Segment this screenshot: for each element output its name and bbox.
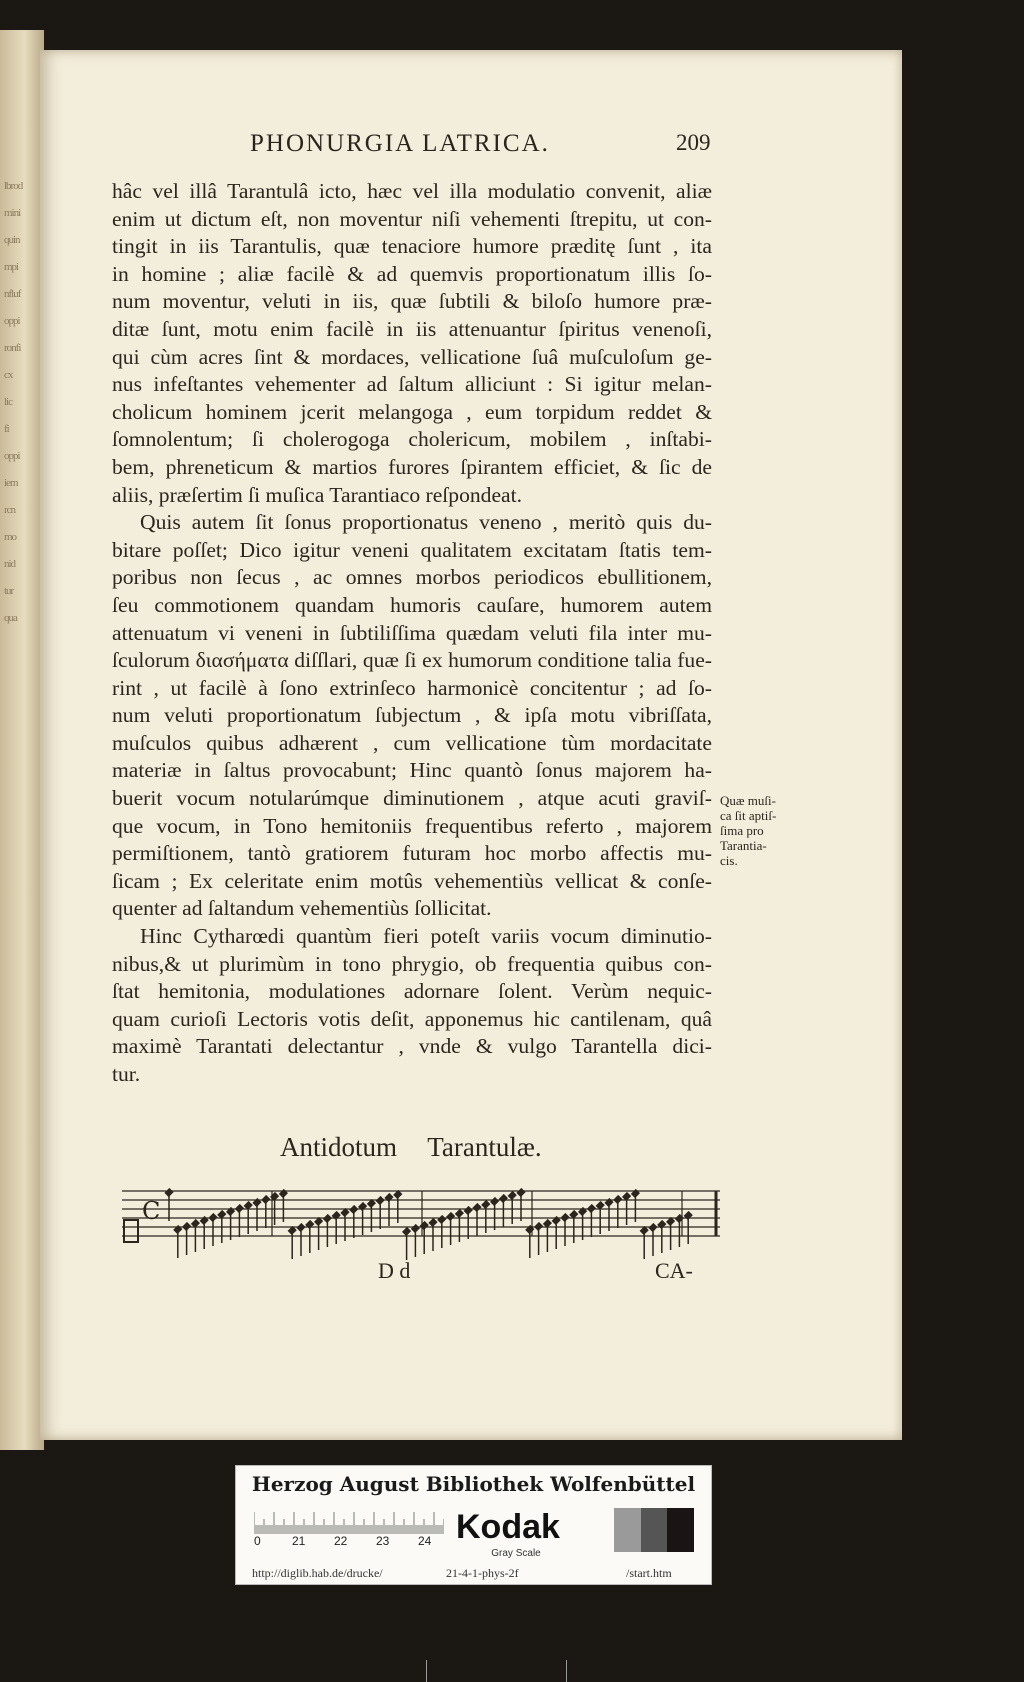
note-head: [376, 1196, 385, 1205]
marginal-line: Tarantia-: [720, 838, 767, 853]
text-line: ſeu commotionem quandam humoris cauſare, humorem autem: [112, 592, 712, 617]
note-head: [464, 1206, 473, 1215]
text-line: aliis, præſertim ſi muſica Tarantiaco reſpondeat.: [112, 482, 523, 507]
text-line: quam curioſi Lectoris votis deſit, apponemus hic cantilenam, quâ: [112, 1006, 712, 1031]
text-line: Hinc Cytharœdi quantùm fieri poteſt variis vocum diminutio-: [140, 924, 712, 949]
text-line: ſomnolentum; ſi cholerogoga cholericum, mobilem , inſtabi-: [112, 427, 712, 452]
text-line: quenter ad ſaltandum vehementiùs ſollicitat.: [112, 896, 492, 921]
note-head: [173, 1225, 182, 1234]
text-line: poribus non ſecus , ac omnes morbos periodicos ebullitionem,: [112, 565, 712, 590]
note-head: [525, 1225, 534, 1234]
text-line: permiſtionem, tantò gratiorem futuram hoc morbo affectis mu-: [112, 841, 712, 866]
facing-page-fragment: iem: [4, 477, 18, 489]
music-title: Antidotum Tarantulæ.: [280, 1132, 542, 1162]
note-head: [226, 1207, 235, 1216]
note-head: [657, 1220, 666, 1229]
ruler-scale: [254, 1510, 444, 1534]
ruler-number: 21: [292, 1534, 306, 1548]
url-divider: [566, 1660, 567, 1682]
text-line: ſculorum διασήματα diſſlari, quæ ſi ex humorum conditione talia fue-: [112, 648, 712, 673]
note-head: [252, 1198, 261, 1207]
note-head: [279, 1189, 288, 1198]
note-head: [332, 1211, 341, 1220]
ruler-number: 24: [418, 1534, 432, 1548]
note-head: [358, 1202, 367, 1211]
note-head: [446, 1212, 455, 1221]
ruler-number: 22: [334, 1534, 348, 1548]
facing-page-fragment: tur: [4, 585, 14, 597]
gray-patch: [641, 1508, 668, 1552]
text-line: que vocum, in Tono hemitoniis frequentibus referto , majorem: [112, 813, 712, 838]
text-line: ſtat hemitonia, modulationes adornare ſolent. Verùm nequic-: [112, 979, 712, 1004]
facing-page-fragment: nid: [4, 558, 16, 570]
note-head: [604, 1198, 613, 1207]
text-line: materiæ in ſaltus provocabunt; Hinc quantò ſonus majorem ha-: [112, 758, 712, 783]
running-head: PHONURGIA LATRICA.: [250, 130, 550, 157]
text-line: attenuatum vi veneni in ſubtiliſſima quædam veluti fila inter mu-: [112, 620, 712, 645]
ruler-number: 0: [254, 1534, 261, 1548]
text-line: cholicum hominem jcerit melangoga , eum torpidum reddet &: [112, 399, 712, 424]
note-head: [675, 1214, 684, 1223]
note-head: [296, 1223, 305, 1232]
facing-page-fragment: oppi: [4, 450, 20, 462]
note-head: [164, 1188, 173, 1197]
note-head: [631, 1189, 640, 1198]
note-head: [560, 1213, 569, 1222]
facing-page-fragment: oppi: [4, 315, 20, 327]
text-line: rint , ut facilè à ſono extrinſeco harmonicè concitentur ; ad ſo-: [112, 675, 712, 700]
note-head: [182, 1222, 191, 1231]
kodak-logo: Kodak: [456, 1508, 560, 1546]
note-head: [411, 1224, 420, 1233]
ruler-number: 23: [376, 1534, 390, 1548]
facing-page-fragment: cx: [4, 369, 13, 381]
note-head: [534, 1222, 543, 1231]
note-head: [472, 1203, 481, 1212]
facing-page-fragment: qua: [4, 612, 17, 624]
shelfmark: 21-4-1-phys-2f: [446, 1566, 519, 1580]
facing-page-fragment: rcn: [4, 504, 16, 516]
music-notation-figure: [122, 1175, 722, 1275]
text-line: maximè Tarantati delectantur , vnde & vulgo Tarantella dici-: [112, 1034, 712, 1059]
text-line: hâc vel illâ Tarantulâ icto, hæc vel illa modulatio convenit, aliæ: [112, 179, 712, 203]
facing-page-fragment: mo: [4, 531, 17, 543]
facing-page-fragment: mpi: [4, 261, 19, 273]
note-head: [516, 1188, 525, 1197]
note-head: [552, 1216, 561, 1225]
text-line: qui cùm acres ſint & mordaces, vellicatione ſuâ muſculoſum ge-: [112, 344, 712, 369]
note-head: [499, 1194, 508, 1203]
note-head: [490, 1197, 499, 1206]
note-head: [305, 1220, 314, 1229]
note-head: [402, 1227, 411, 1236]
note-head: [648, 1223, 657, 1232]
library-scan-label: [235, 1465, 712, 1585]
page-number: 209: [676, 130, 711, 155]
note-head: [613, 1195, 622, 1204]
text-line: in homine ; aliæ facilè & ad quemvis proportionatum illis ſo-: [112, 261, 712, 286]
facing-page-fragment: nfluf: [4, 288, 21, 300]
gray-scale-label: Gray Scale: [491, 1548, 541, 1559]
text-line: buerit vocum notularúmque diminutionem , atque acuti graviſ-: [112, 786, 712, 811]
url-end: /start.htm: [626, 1566, 672, 1580]
library-name: Herzog August Bibliothek Wolfenbüttel: [251, 1472, 696, 1496]
text-line: num moventur, veluti in iis, quæ ſubtili & biloſo humore præ-: [112, 289, 712, 314]
facing-page-fragment: ronfi: [4, 342, 21, 354]
url-row: [236, 1564, 711, 1582]
text-line: Quis autem ſit ſonus proportionatus veneno , meritò quis du-: [140, 510, 712, 535]
note-head: [261, 1195, 270, 1204]
time-signature: C: [142, 1197, 161, 1225]
note-head: [349, 1205, 358, 1214]
music-syllable: CA-: [655, 1258, 693, 1283]
marginal-line: Quæ muſi-: [720, 793, 776, 808]
text-line: ditæ ſunt, motu enim facilè in iis attenuantur ſpiritus venenoſi,: [112, 316, 712, 341]
marginal-note: [720, 793, 800, 868]
url-divider: [426, 1660, 427, 1682]
note-head: [200, 1216, 209, 1225]
text-line: tur.: [112, 1062, 141, 1086]
facing-page-fragment: mini: [4, 207, 21, 219]
note-head: [235, 1204, 244, 1213]
facing-page-fragment: lbrod: [4, 180, 23, 192]
note-head: [384, 1193, 393, 1202]
marginal-line: ſima pro: [720, 823, 764, 838]
note-head: [420, 1221, 429, 1230]
clef-mark: [124, 1220, 138, 1242]
text-line: nus infeſtantes vehementer ad ſaltum alliciunt : Si igitur melan-: [112, 372, 712, 397]
facing-page-fragment: lic: [4, 396, 12, 408]
music-staff: [122, 1175, 722, 1275]
facing-page-fragment: quin: [4, 234, 20, 246]
marginal-line: ca ſit aptiſ-: [720, 808, 777, 823]
text-line: ſicam ; Ex celeritate enim motûs vehementiùs vellicat & conſe-: [112, 868, 712, 893]
note-head: [481, 1200, 490, 1209]
note-head: [455, 1209, 464, 1218]
url-base: http://diglib.hab.de/drucke/: [252, 1566, 383, 1580]
music-syllable: D d: [378, 1258, 411, 1283]
text-line: tingit in iis Tarantulis, quæ tenaciore humore præditę ſunt , ita: [112, 234, 712, 259]
note-head: [587, 1204, 596, 1213]
note-head: [578, 1207, 587, 1216]
gray-patch: [667, 1508, 694, 1552]
gray-scale-patches: [614, 1508, 694, 1552]
gray-patch: [614, 1508, 641, 1552]
text-line: bem, phreneticum & martios furores ſpirantem efficiet, & ſic de: [112, 454, 712, 479]
note-head: [323, 1214, 332, 1223]
note-head: [208, 1213, 217, 1222]
note-head: [508, 1191, 517, 1200]
note-head: [437, 1215, 446, 1224]
text-line: bitare poſſet; Dico igitur veneni qualitatem excitatam ſtatis tem-: [112, 537, 712, 562]
facing-page-edge: [0, 30, 44, 1450]
note-head: [684, 1211, 693, 1220]
text-line: enim ut dictum eſt, non moventur niſi vehementi ſtrepitu, ut con-: [112, 206, 712, 231]
text-line: num veluti proportionatum ſubjectum , & ipſa motu vibriſſata,: [112, 703, 712, 728]
facing-page-fragment: fi: [4, 423, 9, 435]
marginal-line: cis.: [720, 853, 738, 868]
note-head: [428, 1218, 437, 1227]
body-text: [112, 178, 712, 1089]
text-line: muſculos quibus adhærent , cum vellicatione tùm mordacitate: [112, 730, 712, 755]
text-line: nibus,& ut plurimùm in tono phrygio, ob frequentia quibus con-: [112, 951, 712, 976]
